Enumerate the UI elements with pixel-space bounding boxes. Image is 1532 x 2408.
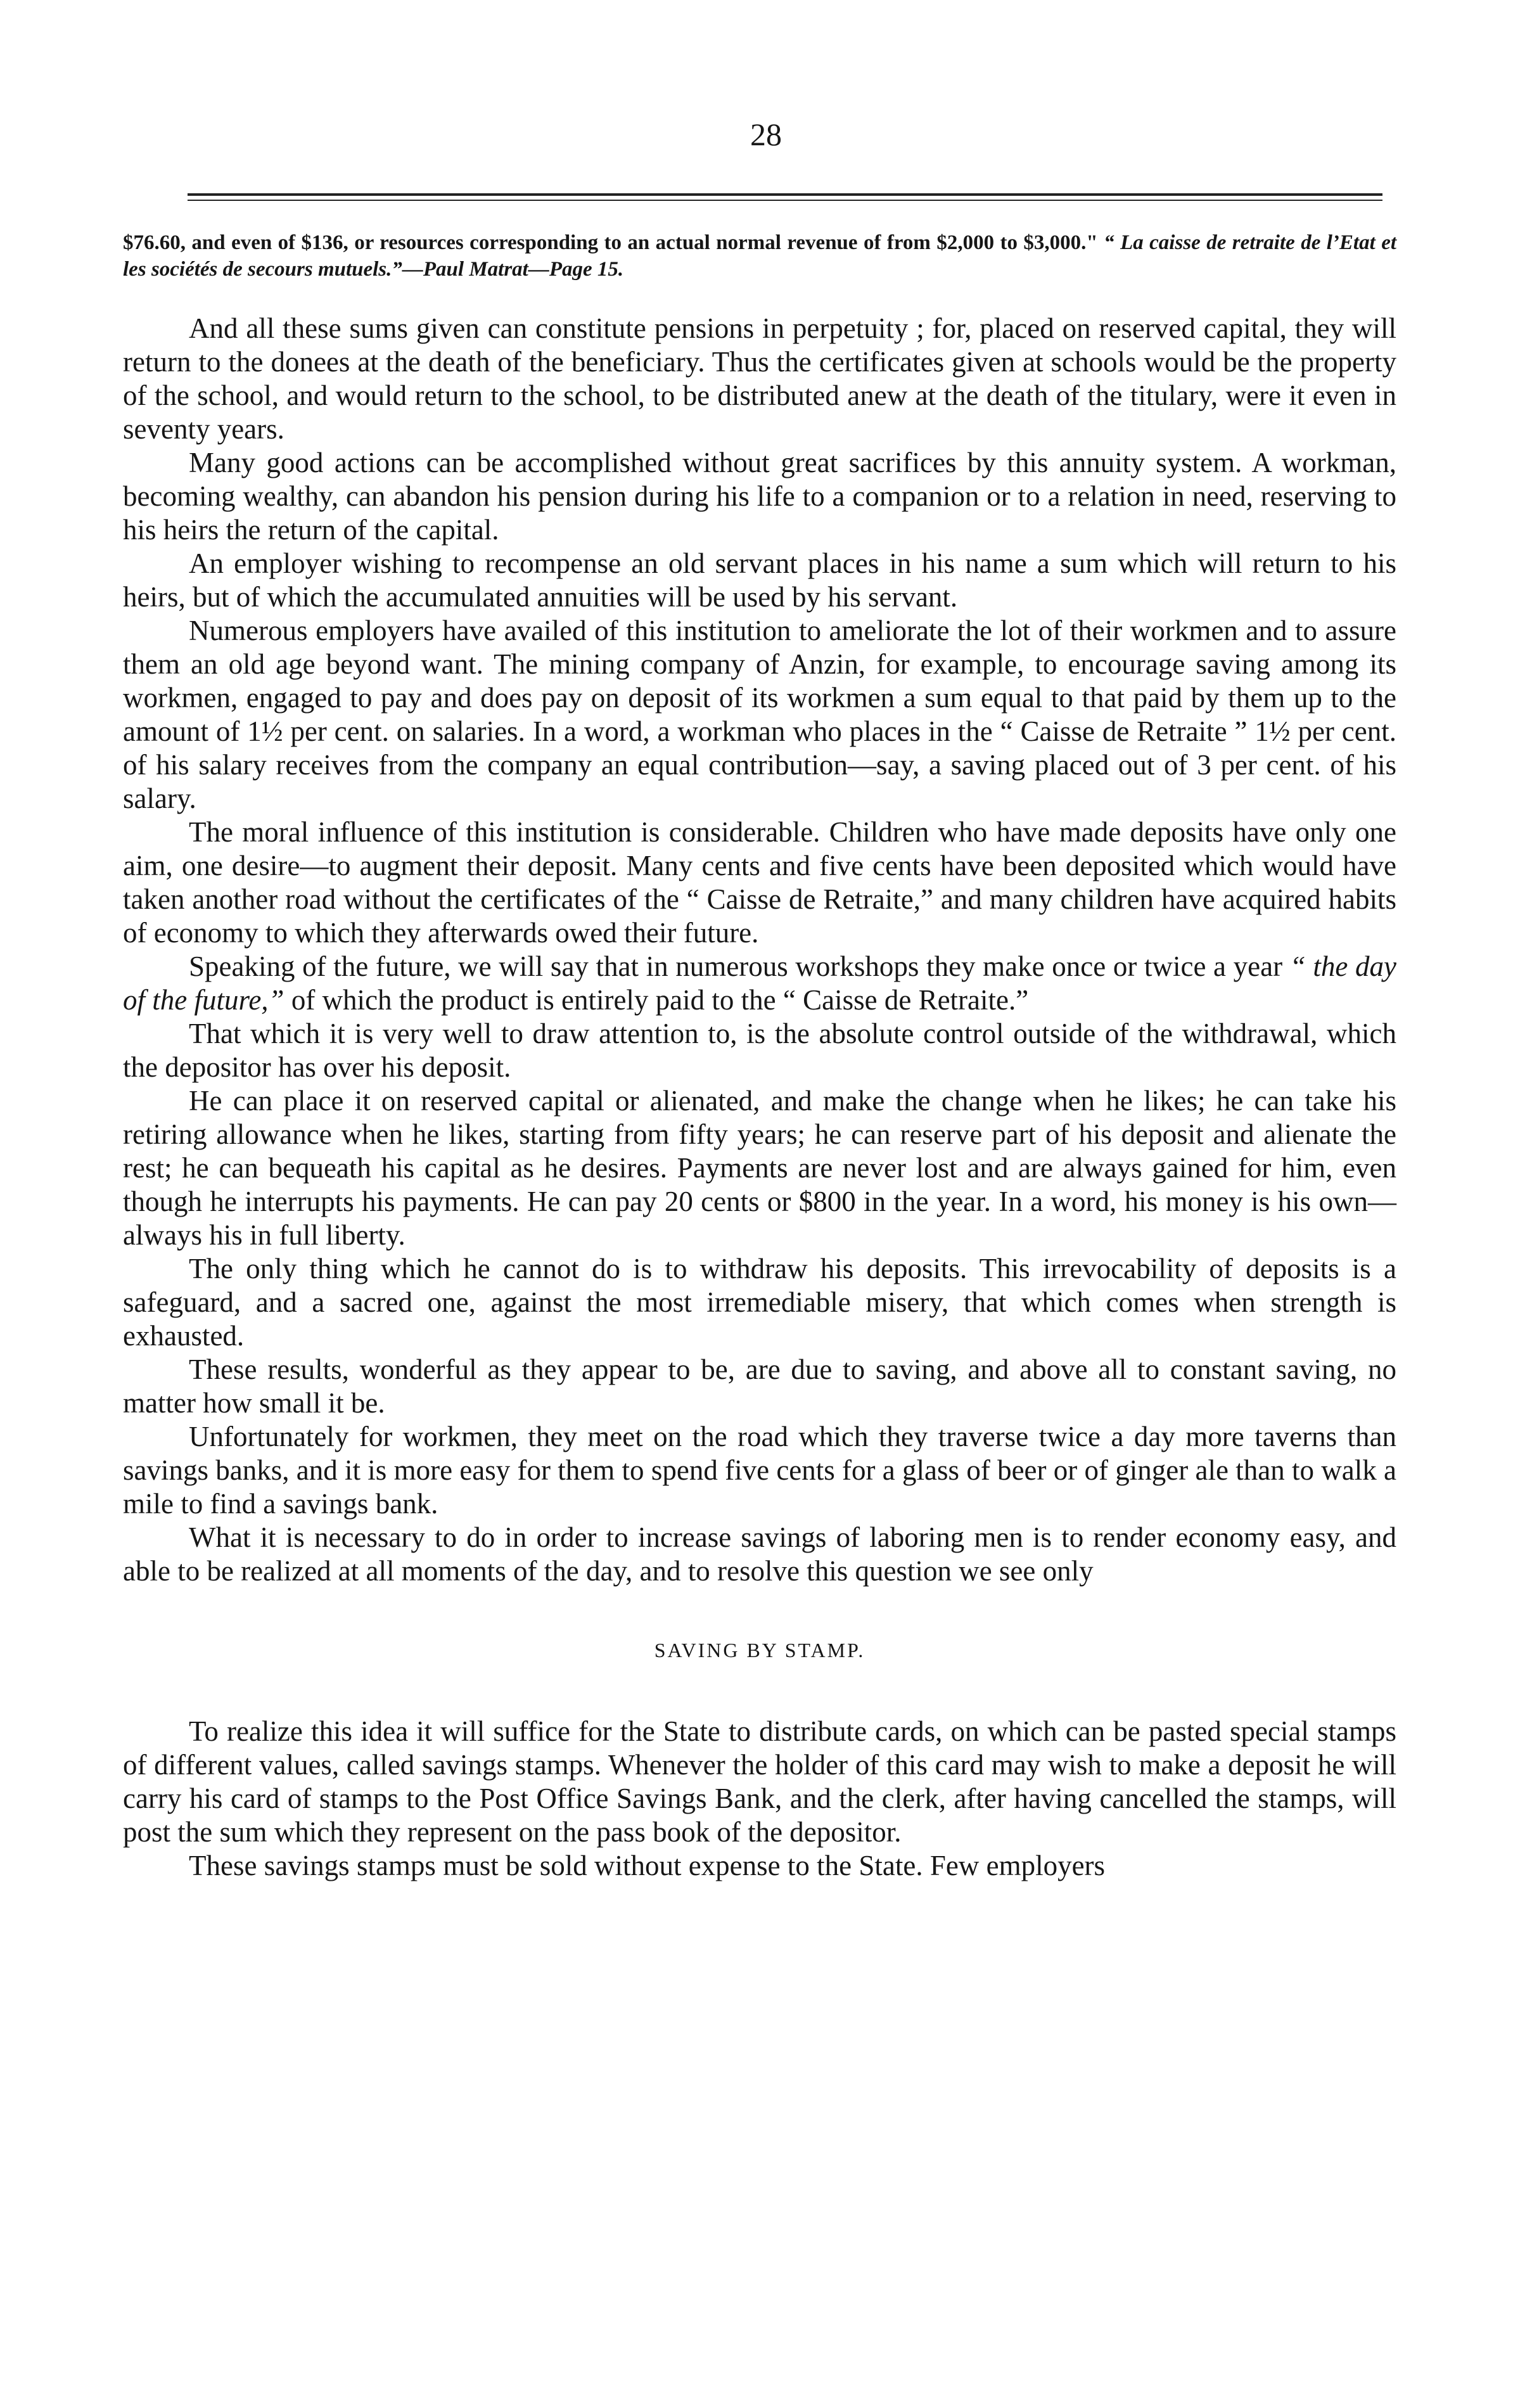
footnote-source: “ La caisse de retraite de l’Etat et les sociétés de secours mutuels.”—Paul Matrat—Page 15.	[123, 231, 1397, 281]
footnote	[123, 229, 1396, 283]
paragraph-future	[123, 950, 1396, 1017]
paragraph-moral-influence: The moral influence of this institution is considerable. Children who have made deposits have only one aim, one desire—to augment their deposit. Many cents and five cents have been deposited which would have taken another road without the certificates of the “ Caisse de Retraite,” and many children have acquired habits of economy to which they afterwards owed their future.	[123, 816, 1396, 949]
header-rule-thick	[188, 193, 1382, 196]
paragraph-irrevocability: The only thing which he cannot do is to withdraw his deposits. This irrevocability of deposits is a safeguard, and a sacred one, against the most irremediable misery, that which comes when strength is exhausted.	[123, 1253, 1396, 1352]
paragraph-increase-savings: What it is necessary to do in order to increase savings of laboring men is to render economy easy, and able to be realized at all moments of the day, and to resolve this question we see only	[123, 1521, 1396, 1587]
paragraph-numerous-employers: Numerous employers have availed of this institution to ameliorate the lot of their workmen and to assure them an old age beyond want. The mining company of Anzin, for example, to encourage saving among its workmen, engaged to pay and does pay on deposit of its workmen a sum equal to that paid by them up to the amount of 1½ per cent. on salaries. In a word, a workman who places in the “ Caisse de Retraite ” 1½ per cent. of his salary receives from the company an equal contribution—say, a saving placed out of 3 per cent. of his salary.	[123, 615, 1396, 814]
future-text-before: Speaking of the future, we will say that in numerous workshops they make once or twice a year	[189, 951, 1290, 982]
paragraph-results: These results, wonderful as they appear to be, are due to saving, and above all to constant saving, no matter how small it be.	[123, 1354, 1396, 1419]
paragraph-pensions-perpetuity: And all these sums given can constitute pensions in perpetuity ; for, placed on reserved capital, they will return to the donees at the death of the beneficiary. Thus the certificates given at schools would be the property of the school, and would return to the school, to be distributed anew at the death of the titulary, were it even in seventy years.	[123, 312, 1396, 445]
paragraph-employer: An employer wishing to recompense an old servant places in his name a sum which will return to his heirs, but of which the accumulated annuities will be used by his servant.	[123, 548, 1396, 613]
page-number: 28	[750, 117, 782, 152]
header-rule-thin	[188, 200, 1382, 201]
paragraph-reserved-capital: He can place it on reserved capital or alienated, and make the change when he likes; he can take his retiring allowance when he likes, starting from fifty years; he can reserve part of his deposit and alienate the rest; he can bequeath his capital as he desires. Payments are never lost and are always gained for him, even though he interrupts his payments. He can pay 20 cents or $800 in the year. In a word, his money is his own—always his in full liberty.	[123, 1085, 1396, 1251]
future-text-after: of which the product is entirely paid to the “ Caisse de Retraite.”	[284, 984, 1029, 1016]
paragraph-realize-idea: To realize this idea it will suffice for the State to distribute cards, on which can be pasted special stamps of different values, called savings stamps. Whenever the holder of this card may wish to make a deposit he will carry his card of stamps to the Post Office Savings Bank, and the clerk, after having cancelled the stamps, will post the sum which they represent on the pass book of the depositor.	[123, 1715, 1396, 1848]
paragraph-savings-stamps: These savings stamps must be sold without expense to the State. Few employers	[189, 1850, 1106, 1881]
future-emphasis: “ the day of the future,”	[123, 951, 1397, 1016]
paragraph-absolute-control: That which it is very well to draw attention to, is the absolute control outside of the withdrawal, which the depositor has over his deposit.	[123, 1018, 1396, 1083]
paragraph-taverns: Unfortunately for workmen, they meet on the road which they traverse twice a day more taverns than savings banks, and it is more easy for them to spend five cents for a glass of beer or of ginger ale than to walk a mile to find a savings bank.	[123, 1421, 1396, 1520]
body-text	[123, 312, 1396, 1883]
paragraph-good-actions: Many good actions can be accomplished without great sacrifices by this annuity system. A workman, becoming wealthy, can abandon his pension during his life to a companion or to a relation in need, reserving to his heirs the return of the capital.	[123, 447, 1396, 546]
footnote-text: $76.60, and even of $136, or resources corresponding to an actual normal revenue of from $2,000 to $3,000."	[123, 231, 1104, 254]
section-heading: SAVING BY STAMP.	[654, 1639, 865, 1662]
